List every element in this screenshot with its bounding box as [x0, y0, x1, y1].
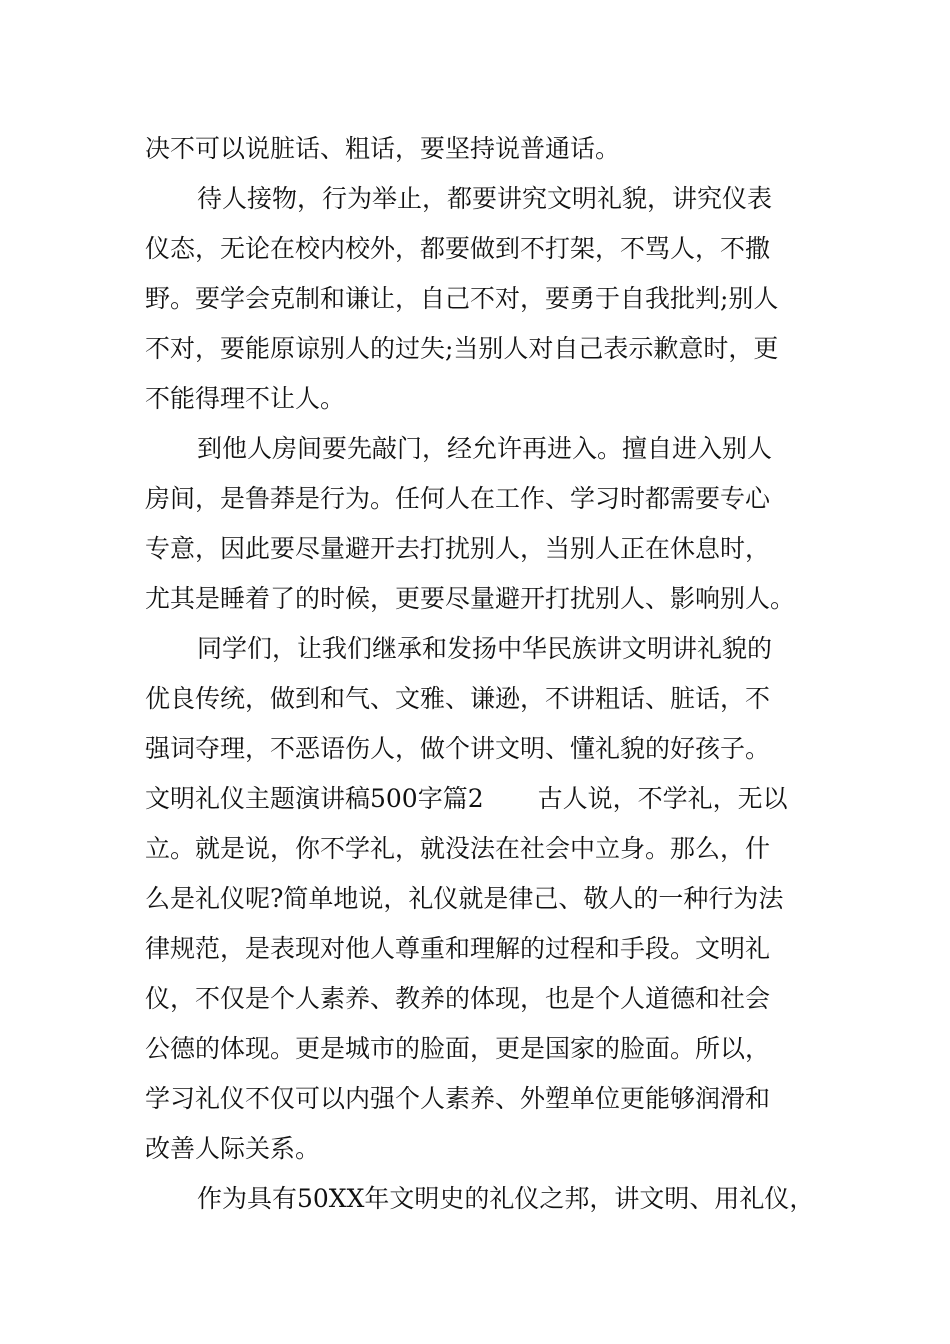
paragraph-start-line: 作为具有50XX年文明史的礼仪之邦，讲文明、用礼仪， — [197, 1184, 815, 1213]
text-line: 仪，不仅是个人素养、教养的体现，也是个人道德和社会 — [145, 984, 771, 1013]
text-line: 决不可以说脏话、粗话，要坚持说普通话。 — [145, 134, 621, 163]
heading-continuation-text: 古人说，不学礼，无以 — [537, 784, 788, 813]
text-line: 律规范，是表现对他人尊重和理解的过程和手段。文明礼 — [145, 934, 771, 963]
document-body — [145, 124, 825, 1224]
paragraph-start-line: 同学们，让我们继承和发扬中华民族讲文明讲礼貌的 — [197, 634, 773, 663]
text-line: 学习礼仪不仅可以内强个人素养、外塑单位更能够润滑和 — [145, 1084, 771, 1113]
text-line: 优良传统，做到和气、文雅、谦逊，不讲粗话、脏话，不 — [145, 684, 771, 713]
text-line: 不能得理不让人。 — [145, 384, 346, 413]
text-line: 仪态，无论在校内校外，都要做到不打架，不骂人，不撒 — [145, 234, 771, 263]
text-line: 野。要学会克制和谦让，自己不对，要勇于自我批判;别人 — [145, 284, 779, 313]
paragraph-start-line: 待人接物，行为举止，都要讲究文明礼貌，讲究仪表 — [197, 184, 773, 213]
text-line: 专意，因此要尽量避开去打扰别人，当别人正在休息时， — [145, 534, 771, 563]
text-line: 么是礼仪呢?简单地说，礼仪就是律己、敬人的一种行为法 — [145, 884, 784, 913]
text-line: 公德的体现。更是城市的脸面，更是国家的脸面。所以， — [145, 1034, 771, 1063]
section-heading-line — [145, 774, 825, 824]
text-line: 强词夺理，不恶语伤人，做个讲文明、懂礼貌的好孩子。 — [145, 734, 771, 763]
text-line: 房间，是鲁莽是行为。任何人在工作、学习时都需要专心 — [145, 484, 771, 513]
text-line: 改善人际关系。 — [145, 1134, 321, 1163]
text-line: 不对，要能原谅别人的过失;当别人对自己表示歉意时，更 — [145, 334, 779, 363]
section-heading: 文明礼仪主题演讲稿500字篇2 — [145, 784, 484, 813]
text-line: 立。就是说，你不学礼，就没法在社会中立身。那么，什 — [145, 834, 771, 863]
text-line: 尤其是睡着了的时候，更要尽量避开打扰别人、影响别人。 — [145, 584, 796, 613]
paragraph-start-line: 到他人房间要先敲门，经允许再进入。擅自进入别人 — [197, 434, 773, 463]
